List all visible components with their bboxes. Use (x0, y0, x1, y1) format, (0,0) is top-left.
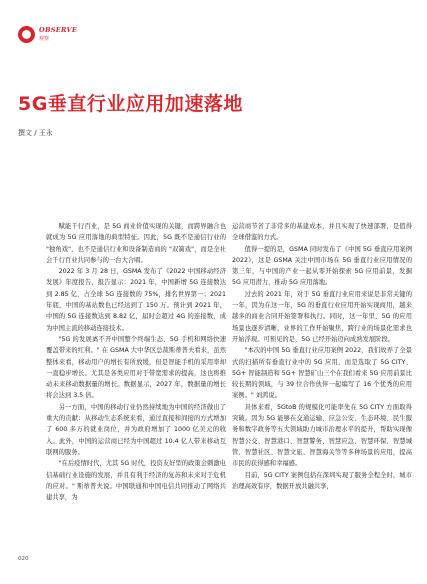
paragraph: "5G 的发展离不开中国整个终端生态、5G 手机和网络快速覆盖带来的红利。" 在 GSMA 大中华区总裁斯蒂普夫看来，虽然整体来看，移动用户的增长有所放缓，但是智能手机的采用率却一直稳步增长。尤其是各类应用对于带宽需求的提高，这也将推动未来移动数据量的增长。数据显示，2027 年，数据量的增长将会达到 3.5 倍。 (46, 335, 226, 400)
article-title: 5G垂直行业应用加速落地 (18, 93, 243, 115)
page-number: 020 (18, 556, 29, 562)
paragraph: "本次的中国 5G 垂直行业应用案例 2022，我们故弄了全景式的扫描所有垂直行业中的 5G 应用，而是选取了 5G CITY、5G+ 智能制造和 5G+ 智慧矿山三个在我们看来 5G 应用前景比较长期的领域，与 39 位合作伙伴一起编写了 16 个优秀的应用案例。" 刘鸿说。 (232, 347, 412, 400)
paragraph: 过去的 2021 年，对于 5G 垂直行业应用来说是非常关键的一年，因为在这一年，5G 的垂直行业应用开始实现商用，越来越多的商业合同开始签署和执行。同时，这一年里，5G 的应用场景也逐步清晰，业界的工作开始聚焦，跨行业的场景化需求也开始浮现。可预见的是，5G 已经开始迈向成熟发展阶段。 (232, 290, 412, 343)
brand-name: OBSERVE (39, 26, 78, 34)
paragraph: 另一方面，中国的移动行业仍然持续地为中国的经济做出了重大的贡献：从移动生态系统来看，通过直接和间接的方式增加了 600 多万的就业岗位，并为政府增加了 1000 亿美元的收入。此外，中国的运营商已经为中国超过 10.4 亿人带来移动互联网的服务。 (46, 403, 226, 456)
brand-circle-icon (18, 26, 35, 43)
brand-subtitle: 观察 (39, 36, 50, 42)
paragraph: 赋能千行百业，是 5G 商业价值实现的关键，而跨界融合也就成为 5G 应用落地的典型特征。因此，5G 既不是通信行业的 "独角戏"，也不是通信行业和设备制造商的 "双簧戏"，而是全社会千行百业共同参与的一台大合唱。 (46, 223, 226, 264)
paragraph-continued: 运营商节省了非常多的基建成本，并且实现了快速部署，是值得全球借鉴的方式。 (232, 223, 412, 242)
paragraph: 目前，5G CITY 案例包括在深圳实现了服务全程全时，城市治理高效有序，数据开放共融共享， (232, 471, 412, 490)
paragraph: "在后疫情时代，尤其 5G 时代，投资友好型的政策会刺激电信基础行业设施的发展，并且有利于经济的复苏和未来对于危机的应对。" 斯蒂普夫说。中国联通和中国电信共同推动了网络共建共享，为 (46, 460, 226, 502)
article-author: 撰文 / 王永 (18, 129, 53, 137)
paragraph: 具体来看，5GtoB 的规模化可能率先在 5G CITY 方面取得突破。因为 5G 能够在交通运输、应急公安、生态环境、民生服务和数字政务等五大领域助力城市治理水平的提升，帮助实现像智慧公交、智慧港口、智慧警务、智慧应急、智慧环保、智慧城管、智慧社区、智慧文旅、智慧海关等等多种场景的应用，提高市民的获得感和幸福感。 (232, 403, 412, 468)
article-column-right (232, 221, 412, 492)
paragraph: 值得一提的是，GSMA 同时发布了《中国 5G 垂直应用案例 2022》，这是 GSMA 关注中国市场在 5G 垂直行业应用情况的第三年，与中国的产业一起从零开始探索 5G 应用前景，发掘 5G 应用潜力，推动 5G 应用落地。 (232, 245, 412, 287)
paragraph: 2022 年 3 月 28 日，GSMA 发布了《2022 中国移动经济发展》年度报告，报告显示：2021 年，中国新增 5G 连接数达到 2.85 亿，占全球 5G 连接数的 75%，排名世界第一；2021 年底，中国的基站数也已经达到了 150 万。预计到 2021 年，中国的 5G 连接数达到 8.82 亿，届时会超过 4G 的连接数，成为中国主流的移动连接技术。 (46, 268, 226, 332)
article-column-left (46, 221, 226, 503)
